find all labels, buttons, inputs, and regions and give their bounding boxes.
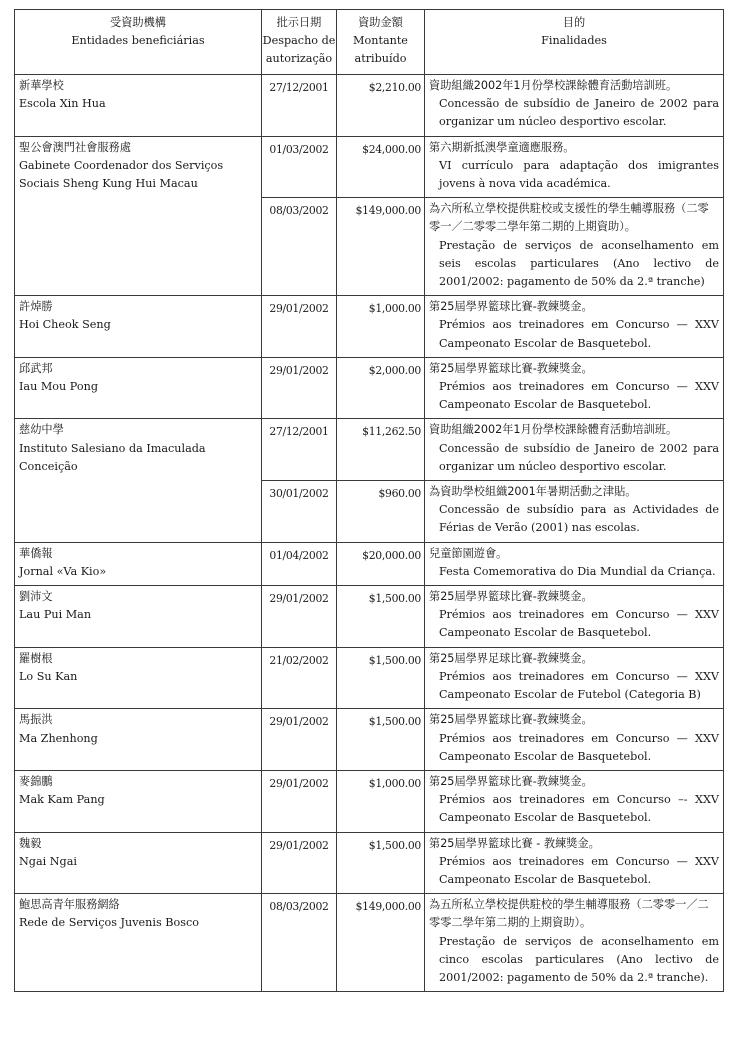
purpose-cell	[425, 198, 724, 296]
purpose-pt: Concessão de subsídio de Janeiro de 2002 para organizar um núcleo desportivo escolar.	[439, 441, 719, 473]
purpose-zh: 第25屆學界籃球比賽 - 教練獎金。	[429, 836, 600, 850]
date-cell: 01/04/2002	[262, 542, 337, 585]
table-row	[15, 770, 724, 832]
purpose-cell	[425, 770, 724, 832]
amount-cell: $20,000.00	[337, 542, 425, 585]
purpose-pt: Prémios aos treinadores em Concurso — XXV Campeonato Escolar de Basquetebol.	[439, 854, 719, 886]
amount-cell: $960.00	[337, 481, 425, 543]
entity-name-pt: Instituto Salesiano da Imaculada Conceição	[19, 441, 206, 473]
entity-cell	[15, 542, 262, 585]
amount-cell: $1,500.00	[337, 709, 425, 771]
purpose-cell	[425, 832, 724, 894]
purpose-pt: Prémios aos treinadores em Concurso — XXV Campeonato Escolar de Futebol (Categoria B)	[439, 669, 719, 702]
subsidy-table	[14, 9, 724, 992]
entity-name-pt: Lo Su Kan	[19, 669, 78, 683]
entity-name-pt: Mak Kam Pang	[19, 793, 105, 807]
purpose-pt: VI currículo para adaptação dos imigrantes jovens à nova vida académica.	[439, 158, 719, 191]
amount-cell: $24,000.00	[337, 136, 425, 198]
date-cell: 29/01/2002	[262, 296, 337, 358]
date-cell: 29/01/2002	[262, 770, 337, 832]
entity-name-zh: 許焯勝	[19, 300, 53, 314]
date-cell: 21/02/2002	[262, 647, 337, 709]
purpose-pt: Prestação de serviços de aconselhamento em seis escolas particulares (Ano lectivo de 2001/2002: pagamento de 50% da 2.ª tranche)	[439, 238, 719, 289]
date-cell: 08/03/2002	[262, 894, 337, 992]
amount-cell: $1,500.00	[337, 586, 425, 648]
date-cell: 29/01/2002	[262, 709, 337, 771]
table-row	[15, 75, 724, 137]
table-row	[15, 586, 724, 648]
header-amount-zh: 資助金額	[358, 16, 403, 29]
entity-name-zh: 劉沛文	[19, 590, 53, 604]
purpose-zh: 第25屆學界籃球比賽-教練獎金。	[429, 774, 593, 788]
entity-name-zh: 麥錦鵬	[19, 774, 53, 788]
purpose-cell	[425, 136, 724, 198]
purpose-zh: 第25屆學界籃球比賽-教練獎金。	[429, 300, 593, 314]
entity-name-pt: Gabinete Coordenador dos Serviços Sociais Sheng Kung Hui Macau	[19, 158, 224, 191]
date-cell: 27/12/2001	[262, 75, 337, 137]
purpose-zh: 為六所私立學校提供駐校或支援性的學生輔導服務（二零零一／二零零二學年第二期的上期資助）。	[429, 202, 709, 234]
header-purpose	[425, 10, 724, 75]
table-row	[15, 709, 724, 771]
table-header	[15, 10, 724, 75]
table-body	[15, 75, 724, 992]
purpose-cell	[425, 419, 724, 481]
entity-name-pt: Lau Pui Man	[19, 608, 92, 622]
entity-name-pt: Rede de Serviços Juvenis Bosco	[19, 916, 199, 930]
date-cell: 08/03/2002	[262, 198, 337, 296]
purpose-zh: 為五所私立學校提供駐校的學生輔導服務（二零零一／二零零二學年第二期的上期資助）。	[429, 898, 709, 930]
purpose-zh: 第25屆學界籃球比賽-教練獎金。	[429, 361, 593, 375]
header-entity	[15, 10, 262, 75]
date-cell: 01/03/2002	[262, 136, 337, 198]
purpose-zh: 第25屆學界籃球比賽-教練獎金。	[429, 713, 593, 727]
entity-cell	[15, 419, 262, 542]
header-entity-pt: Entidades beneficiárias	[71, 34, 205, 48]
entity-name-pt: Hoi Cheok Seng	[19, 318, 111, 332]
entity-name-zh: 慈幼中學	[19, 423, 64, 437]
purpose-zh: 第25屆學界籃球比賽-教練獎金。	[429, 590, 593, 604]
purpose-cell	[425, 481, 724, 543]
purpose-cell	[425, 894, 724, 992]
purpose-cell	[425, 296, 724, 358]
entity-name-pt: Escola Xin Hua	[19, 97, 106, 111]
entity-name-zh: 馬振洪	[19, 713, 53, 727]
entity-cell	[15, 586, 262, 648]
purpose-zh: 兒童節園遊會。	[429, 546, 508, 560]
amount-cell: $11,262.50	[337, 419, 425, 481]
header-amount-pt: Montante atribuído	[353, 34, 408, 66]
amount-cell: $149,000.00	[337, 198, 425, 296]
purpose-zh: 第25屆學界足球比賽-教練獎金。	[429, 651, 593, 665]
entity-name-zh: 魏毅	[19, 836, 42, 850]
entity-cell	[15, 136, 262, 296]
date-cell: 29/01/2002	[262, 586, 337, 648]
entity-name-zh: 羅樹根	[19, 651, 53, 665]
entity-cell	[15, 770, 262, 832]
header-date-pt: Despacho de autorização	[262, 34, 336, 66]
date-cell: 30/01/2002	[262, 481, 337, 543]
purpose-cell	[425, 709, 724, 771]
amount-cell: $2,210.00	[337, 75, 425, 137]
purpose-cell	[425, 586, 724, 648]
purpose-pt: Prémios aos treinadores em Concurso — XXV Campeonato Escolar de Basquetebol.	[439, 380, 719, 412]
table-row	[15, 296, 724, 358]
header-date	[262, 10, 337, 75]
amount-cell: $2,000.00	[337, 357, 425, 419]
amount-cell: $1,500.00	[337, 647, 425, 709]
entity-cell	[15, 357, 262, 419]
entity-name-pt: Jornal «Va Kio»	[19, 564, 107, 578]
purpose-zh: 第六期新抵澳學童適應服務。	[429, 140, 575, 154]
entity-name-zh: 新華學校	[19, 79, 64, 92]
entity-name-zh: 聖公會澳門社會服務處	[19, 140, 131, 154]
header-date-zh: 批示日期	[276, 16, 322, 29]
entity-name-zh: 邱武邦	[19, 361, 53, 375]
header-entity-zh: 受資助機構	[110, 16, 166, 29]
purpose-pt: Concessão de subsídio para as Actividades de Férias de Verão (2001) nas escolas.	[439, 503, 719, 535]
entity-cell	[15, 709, 262, 771]
entity-name-pt: Ma Zhenhong	[19, 731, 98, 745]
table-row	[15, 542, 724, 585]
entity-cell	[15, 75, 262, 137]
table-row	[15, 647, 724, 709]
entity-cell	[15, 647, 262, 709]
amount-cell: $149,000.00	[337, 894, 425, 992]
table-row	[15, 419, 724, 481]
entity-cell	[15, 296, 262, 358]
purpose-zh: 資助組織2002年1月份學校課餘體育活動培訓班。	[429, 423, 678, 437]
purpose-cell	[425, 647, 724, 709]
amount-cell: $1,000.00	[337, 296, 425, 358]
table-row	[15, 357, 724, 419]
date-cell: 29/01/2002	[262, 357, 337, 419]
purpose-pt: Prémios aos treinadores em Concurso –- XXV Campeonato Escolar de Basquetebol.	[439, 793, 719, 825]
purpose-pt: Prémios aos treinadores em Concurso — XXV Campeonato Escolar de Basquetebol.	[439, 608, 719, 640]
entity-cell	[15, 832, 262, 894]
date-cell: 29/01/2002	[262, 832, 337, 894]
purpose-pt: Prémios aos treinadores em Concurso — XXV Campeonato Escolar de Basquetebol.	[439, 731, 719, 763]
purpose-cell	[425, 542, 724, 585]
purpose-pt: Prémios aos treinadores em Concurso — XXV Campeonato Escolar de Basquetebol.	[439, 318, 719, 350]
purpose-zh: 為資助學校組織2001年暑期活動之津貼。	[429, 485, 637, 499]
entity-name-zh: 鮑思高青年服務網絡	[19, 898, 120, 912]
entity-name-pt: Iau Mou Pong	[19, 380, 98, 394]
amount-cell: $1,500.00	[337, 832, 425, 894]
table-row	[15, 136, 724, 198]
purpose-zh: 資助組織2002年1月份學校課餘體育活動培訓班。	[429, 79, 678, 92]
table-row	[15, 894, 724, 992]
date-cell: 27/12/2001	[262, 419, 337, 481]
purpose-cell	[425, 75, 724, 137]
table-row	[15, 832, 724, 894]
entity-cell	[15, 894, 262, 992]
purpose-cell	[425, 357, 724, 419]
purpose-pt: Prestação de serviços de aconselhamento em cinco escolas particulares (Ano lectivo de 2001/2002: pagamento de 50% da 2.ª tranche).	[439, 934, 719, 984]
header-amount	[337, 10, 425, 75]
header-purpose-pt: Finalidades	[541, 34, 607, 48]
header-purpose-zh: 目的	[562, 16, 586, 29]
purpose-pt: Festa Comemorativa do Dia Mundial da Criança.	[439, 564, 716, 578]
entity-name-pt: Ngai Ngai	[19, 854, 77, 868]
entity-name-zh: 華僑報	[19, 546, 53, 560]
purpose-pt: Concessão de subsídio de Janeiro de 2002 para organizar um núcleo desportivo escolar.	[439, 97, 719, 129]
amount-cell: $1,000.00	[337, 770, 425, 832]
